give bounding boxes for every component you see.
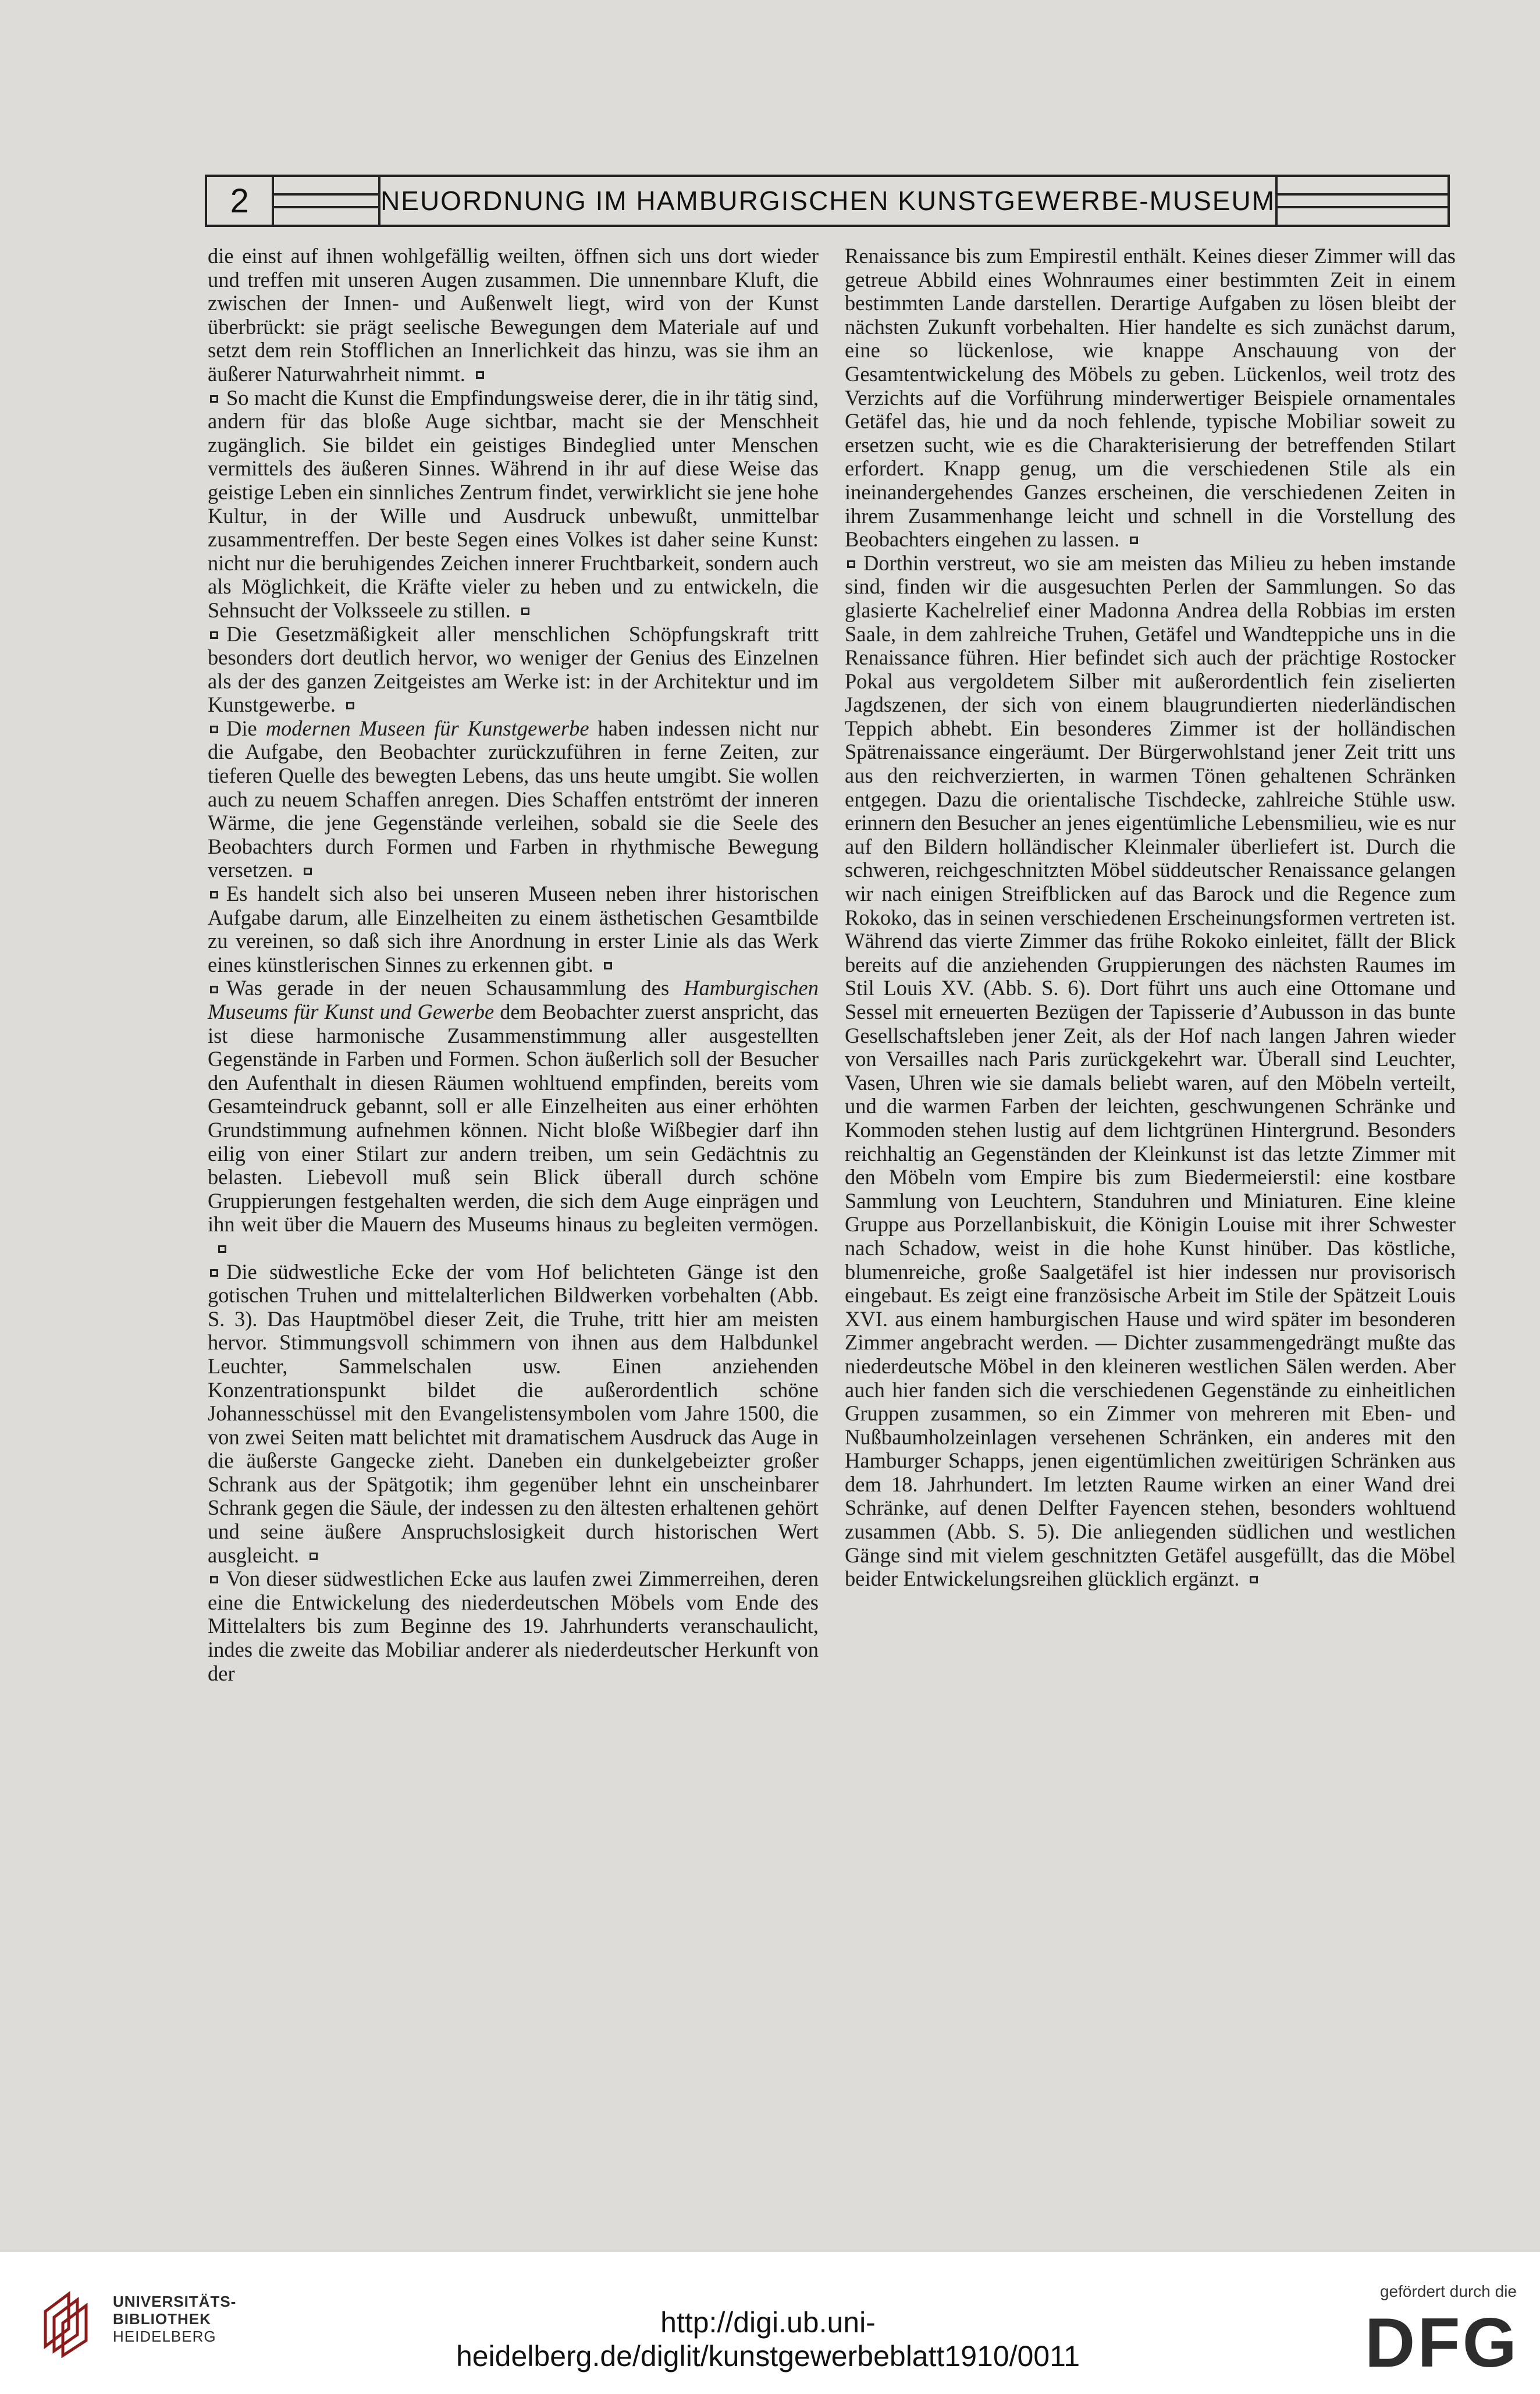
header-title: NEUORDNUNG IM HAMBURGISCHEN KUNSTGEWERBE-MUSEUM (378, 177, 1278, 225)
library-name-line2: BIBLIOTHEK (113, 2310, 211, 2328)
library-name-line3: HEIDELBERG (113, 2328, 216, 2345)
paragraph-end-marker-icon (304, 868, 312, 875)
source-url-link[interactable]: http://digi.ub.uni-heidelberg.de/diglit/kunstgewerbeblatt1910/0011 (456, 2306, 1080, 2372)
header-rule-left (274, 193, 378, 208)
paragraph-end-marker-icon (604, 962, 612, 969)
paragraph (845, 244, 1456, 552)
paragraph-end-marker-icon (521, 608, 529, 615)
paragraph (208, 623, 819, 717)
paragraph (208, 882, 819, 976)
paragraph-end-marker-icon (476, 371, 484, 379)
digitization-footer (0, 2252, 1540, 2394)
paragraph-end-marker-icon (310, 1553, 318, 1560)
paragraph-marker-icon (210, 631, 218, 639)
paragraph (845, 552, 1456, 1591)
emphasized-title: Hamburgischen Museums für Kunst und Gewerbe (208, 976, 819, 1024)
paragraph-text: Die (226, 716, 266, 740)
paragraph-marker-icon (210, 395, 218, 403)
paragraph-text: dem Beobachter zuerst anspricht, das ist diese harmonische Zusammenstimmung aller ausgestellten Gegenstände in Farben und Formen. Schon äußerlich soll der Besucher den Aufenthalt in diesen Räumen wohltuend empfinden, bereits vom Gesamteindruck gebannt, soll er alle Einzelheiten aus einer erhöhten Grundstimmung aufnehmen können. Nicht bloße Wißbegier darf ihn eilig von einer Stilart zur andern treiben, um sein Gedächtnis zu belasten. Liebevoll muß sein Blick überall durch schöne Gruppierungen festgehalten werden, die sich dem Auge einprägen und ihn weit über die Mauern des Museums hinaus zu begleiten vermögen. (208, 1000, 819, 1237)
paragraph-end-marker-icon (218, 1245, 226, 1253)
paragraph-marker-icon (210, 1269, 218, 1277)
paragraph (208, 244, 819, 386)
page-number: 2 (207, 177, 274, 225)
dfg-logo: DFG (1364, 2304, 1519, 2382)
paragraph-marker-icon (210, 891, 218, 898)
paragraph-text: die einst auf ihnen wohlgefällig weilten, öffnen sich uns dort wieder und treffen mit unseren Augen zusammen. Die unnennbare Kluft, die zwischen der Innen- und Außenwelt liegt, wird von der Kunst überbrückt: sie prägt seelische Bewegungen dem Materiale auf und setzt dem rein Stofflichen an Innerlichkeit das hinzu, was sie ihm an äußerer Naturwahrheit nimmt. (208, 244, 819, 386)
paragraph (208, 1260, 819, 1568)
paragraph (208, 976, 819, 1260)
university-library-logo-icon (34, 2288, 98, 2358)
paragraph-text: So macht die Kunst die Empfindungsweise derer, die in ihr tätig sind, andern für das bloße Auge sichtbar, macht sie der Menschheit zugänglich. Sie bildet ein geistiges Bindeglied unter Menschen vermittels des äußeren Sinnes. Während in ihr auf diese Weise das geistige Leben ein sinnliches Zentrum findet, verwirklicht sie jene hohe Kultur, in der Wille und Ausdruck unbewußt, unmittelbar zusammentreffen. Der beste Segen eines Volkes ist daher seine Kunst: nicht nur die beruhigendes Zeichen innerer Fruchtbarkeit, sondern auch als Möglichkeit, die Kräfte vieler zu heben und zu entwickeln, die Sehnsucht der Volksseele zu stillen. (208, 385, 819, 622)
paragraph (208, 717, 819, 882)
paragraph-text: Renaissance bis zum Empirestil enthält. Keines dieser Zimmer will das getreue Abbild eines Wohnraumes einer bestimmten Zeit in einem bestimmten Lande darstellen. Derartige Aufgaben zu lösen bleibt der nächsten Zukunft vorbehalten. Hier handelte es sich zunächst darum, eine so lückenlose, wie knappe Anschauung von der Gesamtentwickelung des Möbels zu geben. Lückenlos, weil trotz des Verzichts auf die Vorführung minderwertiger Beispiele ornamentales Getäfel das, hie und da noch fehlende, typische Mobiliar soweit zu ersetzen sucht, wie es die Charakterisierung der betreffenden Stilart erfordert. Knapp genug, um die verschiedenen Stile als ein ineinandergehendes Ganzes erscheinen, die verschiedenen Zeiten in ihrem Zusammenhange leicht und schnell in die Vorstellung des Beobachters eingehen zu lassen. (845, 244, 1456, 552)
left-column (208, 244, 819, 1685)
right-column (845, 244, 1456, 1591)
paragraph (208, 1567, 819, 1685)
paragraph (208, 386, 819, 623)
paragraph-marker-icon (210, 1576, 218, 1583)
paragraph-text: Von dieser südwestlichen Ecke aus laufen zwei Zimmerreihen, deren eine die Entwickelung des niederdeutschen Möbels vom Ende des Mittelalters bis zum Beginne des 19. Jahrhunderts veranschaulicht, indes die zweite das Mobiliar anderer als niederdeutscher Herkunft von der (208, 1567, 819, 1685)
paragraph-text: Was gerade in der neuen Schausammlung des (226, 976, 684, 1000)
paragraph-end-marker-icon (1130, 537, 1138, 544)
paragraph-marker-icon (210, 726, 218, 733)
paragraph-marker-icon (210, 986, 218, 993)
funding-label: gefördert durch die (1379, 2282, 1517, 2300)
paragraph-text: Die südwestliche Ecke der vom Hof belichteten Gänge ist den gotischen Truhen und mittelalterlichen Bildwerken vorbehalten (Abb. S. 3). Das Hauptmöbel dieser Zeit, die Truhe, tritt hier am meisten hervor. Stimmungsvoll schimmern von ihnen aus dem Halbdunkel Leuchter, Sammelschalen usw. Einen anziehenden Konzentrationspunkt bildet die außerordentlich schöne Johannesschüssel mit den Evangelistensymbolen vom Jahre 1500, die von zwei Seiten matt belichtet mit dramatischem Ausdruck das Auge in die äußerste Gangecke zieht. Daneben ein dunkelgebeizter großer Schrank aus der Spätgotik; ihm gegenüber lehnt ein unscheinbarer Schrank gegen die Säule, der indessen zu den ältesten erhaltenen gehört und seine äußere Anspruchslosigkeit durch historischen Wert ausgleicht. (208, 1259, 819, 1567)
library-name-line1: UNIVERSITÄTS- (113, 2293, 237, 2310)
paragraph-end-marker-icon (346, 702, 354, 709)
paragraph-marker-icon (847, 560, 855, 568)
paragraph-text: haben indessen nicht nur die Aufgabe, den Beobachter zurückzuführen in ferne Zeiten, zur tieferen Quelle des bewegten Lebens, das uns heute umgibt. Sie wollen auch zu neuem Schaffen anregen. Dies Schaffen entströmt der inneren Wärme, die jene Gegenstände verleihen, sobald sie die Seele des Beobachters durch Formen und Farben in rhythmische Bewegung versetzen. (208, 716, 819, 882)
running-header (205, 175, 1450, 227)
header-rule-right (1278, 193, 1447, 208)
paragraph-end-marker-icon (1250, 1576, 1258, 1583)
paragraph-text: Dorthin verstreut, wo sie am meisten das Milieu zu heben imstande sind, finden wir die ausgesuchten Perlen der Sammlungen. So das glasierte Kachelrelief einer Madonna Andrea della Robbias im ersten Saale, in dem zahlreiche Truhen, Getäfel und Wandteppiche uns in die Renaissance führen. Hier befindet sich auch der prächtige Rostocker Pokal aus vergoldetem Silber mit außerordentlich fein ziselierten Jagdszenen, der sich von einem blaugrundierten niederländischen Teppich abhebt. Ein besonderes Zimmer ist der holländischen Spätrenaissance eingeräumt. Der Bürgerwohlstand jener Zeit tritt uns aus den reichverzierten, in warmen Tönen gehaltenen Schränken entgegen. Dazu die orientalische Tischdecke, zahlreiche Stühle usw. erinnern den Besucher an jenes eigentümliche Lebensmilieu, wie es nur auf den Bildern holländischer Kleinmaler überliefert ist. Durch die schweren, reichgeschnitzten Möbel süddeutscher Renaissance gelangen wir nach einigen Streifblicken auf das Barock und die Regence zum Rokoko, das in seinen verschiedenen Erscheinungsformen vertreten ist. Während das vierte Zimmer das frühe Rokoko einleitet, fällt der Blick bereits auf die anziehenden Gruppierungen des nächsten Raumes im Stil Louis XV. (Abb. S. 6). Dort führt uns auch eine Ottomane und Sessel mit erneuerten Bezügen der Tapisserie d’Aubusson in das bunte Gesellschaftsleben jener Zeit, als der Hof nach langen Jahren wieder von Versailles nach Paris zurückgekehrt war. Überall sind Leuchter, Vasen, Uhren wie sie damals beliebt waren, auf den Möbeln verteilt, und die warmen Farben der leichten, geschwungenen Schränke und Kommoden stehen lustig auf dem lichtgrünen Hintergrund. Besonders reichhaltig an Gegenständen der Kleinkunst ist das letzte Zimmer mit den Möbeln vom Empire bis zum Biedermeierstil: eine kostbare Sammlung von Leuchtern, Standuhren und Miniaturen. Eine kleine Gruppe aus Porzellanbiskuit, die Königin Louise mit ihrer Schwester nach Schadow, weist in die hohe Kunst hinüber. Das köstliche, blumenreiche, große Saalgetäfel ist hier indessen nur provisorisch eingebaut. Es zeigt eine französische Arbeit im Stile der Spätzeit Louis XVI. aus einem hamburgischen Hause und wird später im besonderen Zimmer angebracht werden. — Dichter zusammengedrängt mußte das niederdeutsche Möbel in den kleineren westlichen Sälen werden. Aber auch hier fanden sich die verschiedenen Gegenstände zu einheitlichen Gruppen zusammen, so ein Zimmer von mehreren mit Eben- und Nußbaumholzeinlagen versehenen Schränken, ein anderes mit den Hamburger Schapps, jenen eigentümlichen zweitürigen Schränken aus dem 18. Jahrhundert. Im letzten Raume wirken an einer Wand drei Schränke, auf denen Delfter Fayencen stehen, besonders wohltuend zusammen (Abb. S. 5). Die anliegenden südlichen und westlichen Gänge sind mit vielem geschnitzten Getäfel ausgefüllt, das die Möbel beider Entwickelungsreihen glücklich ergänzt. (845, 550, 1456, 1591)
emphasized-title: modernen Museen für Kunstgewerbe (265, 716, 589, 740)
paragraph-text: Es handelt sich also bei unseren Museen neben ihrer historischen Aufgabe darum, alle Einzelheiten zu einem ästhetischen Gesamtbilde zu vereinen, so daß sich ihre Anordnung in erster Linie als das Werk eines künstlerischen Sinnes zu erkennen gibt. (208, 882, 819, 976)
library-name (113, 2293, 236, 2345)
paragraph-text: Die Gesetzmäßigkeit aller menschlichen Schöpfungskraft tritt besonders dort deutlich hervor, wo weniger der Genius des Einzelnen als der des ganzen Zeitgeistes am Werke ist: in der Architektur und im Kunstgewerbe. (208, 621, 819, 717)
